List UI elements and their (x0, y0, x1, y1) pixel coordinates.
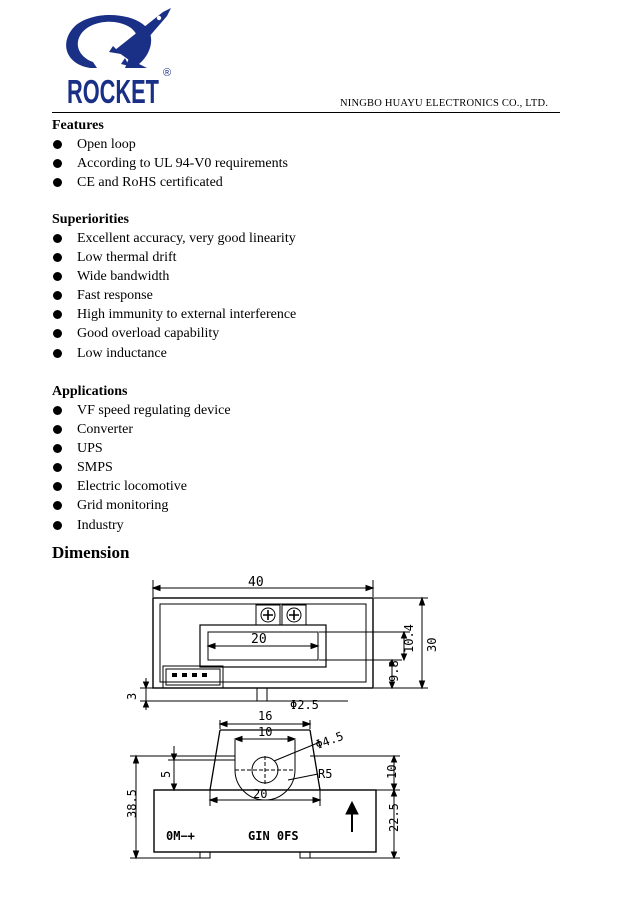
hole-diameter-label: Φ4.5 (313, 728, 346, 753)
rocket-logo (55, 6, 185, 110)
list-item: Low thermal drift (52, 248, 296, 267)
list-item: Low inductance (52, 344, 296, 363)
list-item: Fast response (52, 286, 296, 305)
list-item: Grid monitoring (52, 496, 231, 515)
dimension-title: Dimension (52, 543, 130, 562)
list-item: SMPS (52, 458, 231, 477)
dim-9-8-label: 9.8 (387, 660, 401, 682)
list-item: According to UL 94-V0 requirements (52, 154, 288, 173)
radius-label: R5 (318, 767, 333, 781)
list-item: Excellent accuracy, very good linearity (52, 229, 296, 248)
dim-3-label: 3 (125, 692, 139, 700)
front-view-foot (300, 852, 310, 858)
list-item: Electric locomotive (52, 477, 231, 496)
dimension-drawing (120, 570, 440, 890)
rocket-logo-icon (55, 6, 185, 110)
dim-22-5-label: 22.5 (387, 803, 401, 832)
applications-title: Applications (52, 384, 128, 399)
superiorities-section (52, 211, 296, 363)
body-label-left: 0M−+ (166, 829, 195, 843)
list-item: Industry (52, 516, 231, 535)
dim-38-5-label: 38.5 (125, 789, 139, 818)
dim-30-label: 30 (425, 637, 439, 652)
dim-16-label: 16 (258, 709, 273, 723)
dim-20-base-label: 20 (253, 787, 268, 801)
features-list (52, 135, 288, 192)
header-divider (52, 112, 560, 113)
dimension-drawing-svg (120, 570, 440, 890)
list-item: UPS (52, 439, 231, 458)
current-direction-arrow-icon (346, 802, 358, 814)
features-section (52, 117, 288, 192)
list-item: Open loop (52, 135, 288, 154)
applications-section (52, 383, 231, 535)
dim-10-4-label: 10.4 (402, 624, 416, 653)
list-item: Wide bandwidth (52, 267, 296, 286)
dim-20-window-label: 20 (251, 632, 267, 647)
superiorities-list (52, 229, 296, 363)
pin-outline (257, 688, 267, 701)
dim-10-inner-label: 10 (258, 725, 273, 739)
list-item: Good overload capability (52, 324, 296, 343)
company-name: NINGBO HUAYU ELECTRONICS CO., LTD. (340, 98, 549, 109)
dim-5-label: 5 (159, 770, 173, 778)
pin-diameter-label: Φ2.5 (290, 698, 319, 712)
features-title: Features (52, 118, 104, 133)
registered-mark: ® (163, 67, 172, 79)
applications-list (52, 401, 231, 535)
front-view-foot (200, 852, 210, 858)
logo-wordmark: ROCKET (67, 73, 159, 110)
list-item: VF speed regulating device (52, 401, 231, 420)
superiorities-title: Superiorities (52, 212, 129, 227)
body-label-right: GIN 0FS (248, 829, 299, 843)
dim-40-label: 40 (248, 575, 264, 590)
list-item: Converter (52, 420, 231, 439)
dim-10-right-label: 10 (385, 764, 399, 779)
list-item: High immunity to external interference (52, 305, 296, 324)
list-item: CE and RoHS certificated (52, 173, 288, 192)
